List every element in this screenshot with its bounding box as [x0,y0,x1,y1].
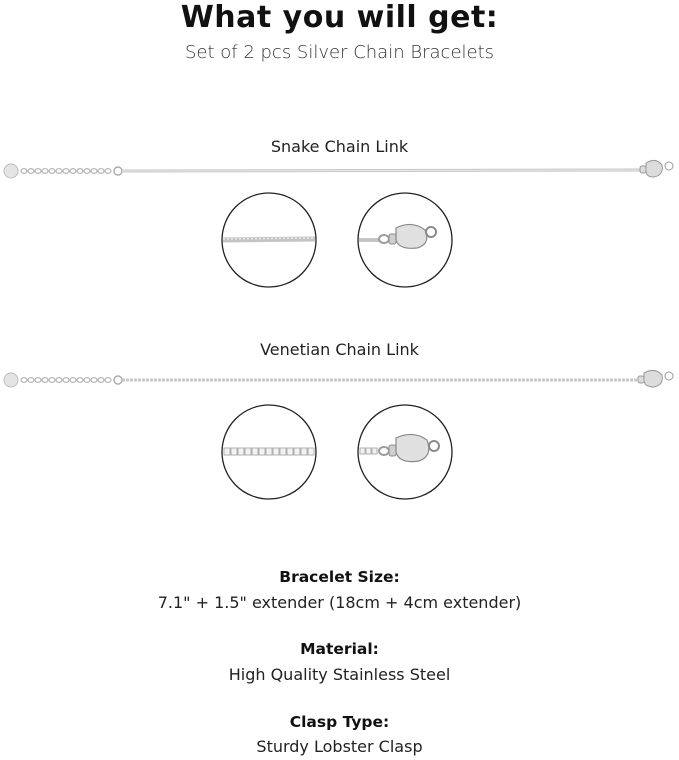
snake-chain-closeup [221,192,321,292]
page-subtitle: Set of 2 pcs Silver Chain Bracelets [184,42,495,63]
material-value: High Quality Stainless Steel [228,665,451,684]
page-title: What you will get: [180,0,499,35]
venetian-clasp-closeup [357,404,457,504]
bracelet-size-heading: Bracelet Size: [279,568,400,586]
snake-clasp-closeup [357,192,457,292]
bracelet-size-value: 7.1" + 1.5" extender (18cm + 4cm extender) [157,593,522,612]
lobster-clasp [638,370,673,387]
extender-chain [21,169,111,174]
clasp-type-value: Sturdy Lobster Clasp [256,737,423,756]
venetian-chain-closeup [221,404,321,504]
snake-chain-label: Snake Chain Link [270,137,409,156]
venetian-chain-label: Venetian Chain Link [260,340,419,359]
extender-chain [21,378,111,383]
snake-chain-bracelet-image [0,153,679,193]
lobster-clasp [640,160,673,177]
venetian-chain-bracelet-image [0,361,679,401]
material-heading: Material: [300,640,379,658]
clasp-type-heading: Clasp Type: [289,713,390,731]
